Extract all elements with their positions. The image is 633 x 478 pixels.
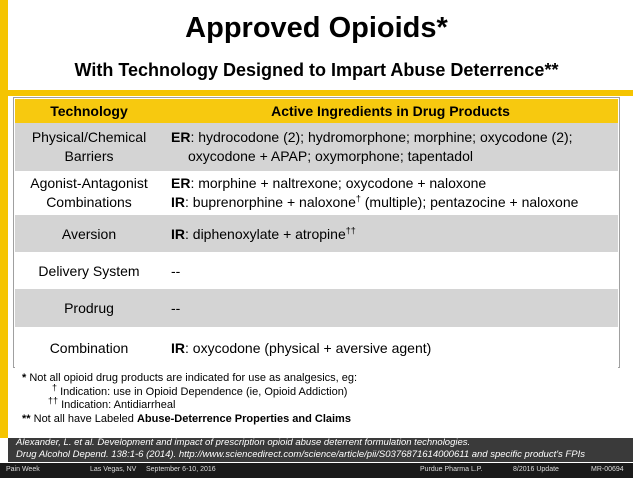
table-header-row: [15, 99, 618, 123]
citation-line: Alexander, L. et al. Development and impact of prescription opioid abuse deterrent formulation technologies.: [16, 437, 471, 448]
table-row: [15, 215, 618, 252]
table-row: [15, 289, 618, 327]
row-technology: Physical/Chemical Barriers: [15, 123, 163, 171]
row-ingredients: ER: morphine + naltrexone; oxycodone + naloxone IR: buprenorphine + naloxone† (multiple); pentazocine + naloxone: [163, 171, 618, 215]
footer-update: 8/2016 Update: [513, 466, 559, 473]
footnote: ** Not all have Labeled Abuse-Deterrence Properties and Claims: [22, 413, 351, 426]
row-technology: Aversion: [15, 215, 163, 252]
slide-subtitle: With Technology Designed to Impart Abuse Deterrence**: [74, 60, 559, 80]
footer-dates: September 6-10, 2016: [146, 466, 216, 473]
row-technology: Prodrug: [15, 289, 163, 327]
divider-line: [0, 90, 633, 96]
footnotes: [22, 372, 357, 427]
footer-company: Purdue Pharma L.P.: [420, 466, 483, 473]
table-row: [15, 252, 618, 289]
footer-event: Pain Week: [6, 466, 40, 473]
row-ingredients: --: [163, 289, 618, 327]
row-ingredients: --: [163, 252, 618, 289]
footer-location: Las Vegas, NV: [90, 466, 137, 473]
technology-table: [15, 99, 618, 369]
row-ingredients: IR: oxycodone (physical + aversive agent): [163, 327, 618, 369]
footnote: * Not all opioid drug products are indicated for use as analgesics, eg:: [22, 372, 358, 384]
header-technology: Technology: [15, 99, 163, 123]
header-ingredients: Active Ingredients in Drug Products: [163, 99, 618, 123]
row-technology: Combination: [15, 327, 163, 369]
footnote: † Indication: use in Opioid Dependence (ie, Opioid Addiction): [52, 382, 348, 398]
slide-title: Approved Opioids*: [185, 12, 448, 44]
footer-code: MR-00694: [591, 466, 624, 473]
row-technology: Agonist-Antagonist Combinations: [15, 171, 163, 215]
row-technology: Delivery System: [15, 252, 163, 289]
row-ingredients: IR: diphenoxylate + atropine††: [163, 215, 618, 252]
row-ingredients: ER: hydrocodone (2); hydromorphone; morphine; oxycodone (2); oxycodone + APAP; oxymorphone; tapentadol: [163, 123, 618, 171]
footer-bar: [0, 463, 633, 478]
table-row: [15, 327, 618, 369]
table-row: [15, 123, 618, 171]
table-row: [15, 171, 618, 215]
footnote: †† Indication: Antidiarrheal: [48, 395, 176, 412]
citation-line: Drug Alcohol Depend. 138:1-6 (2014). http://www.sciencedirect.com/science/article/pii/S0376871614000611 and specific product's FPIs: [16, 449, 585, 460]
